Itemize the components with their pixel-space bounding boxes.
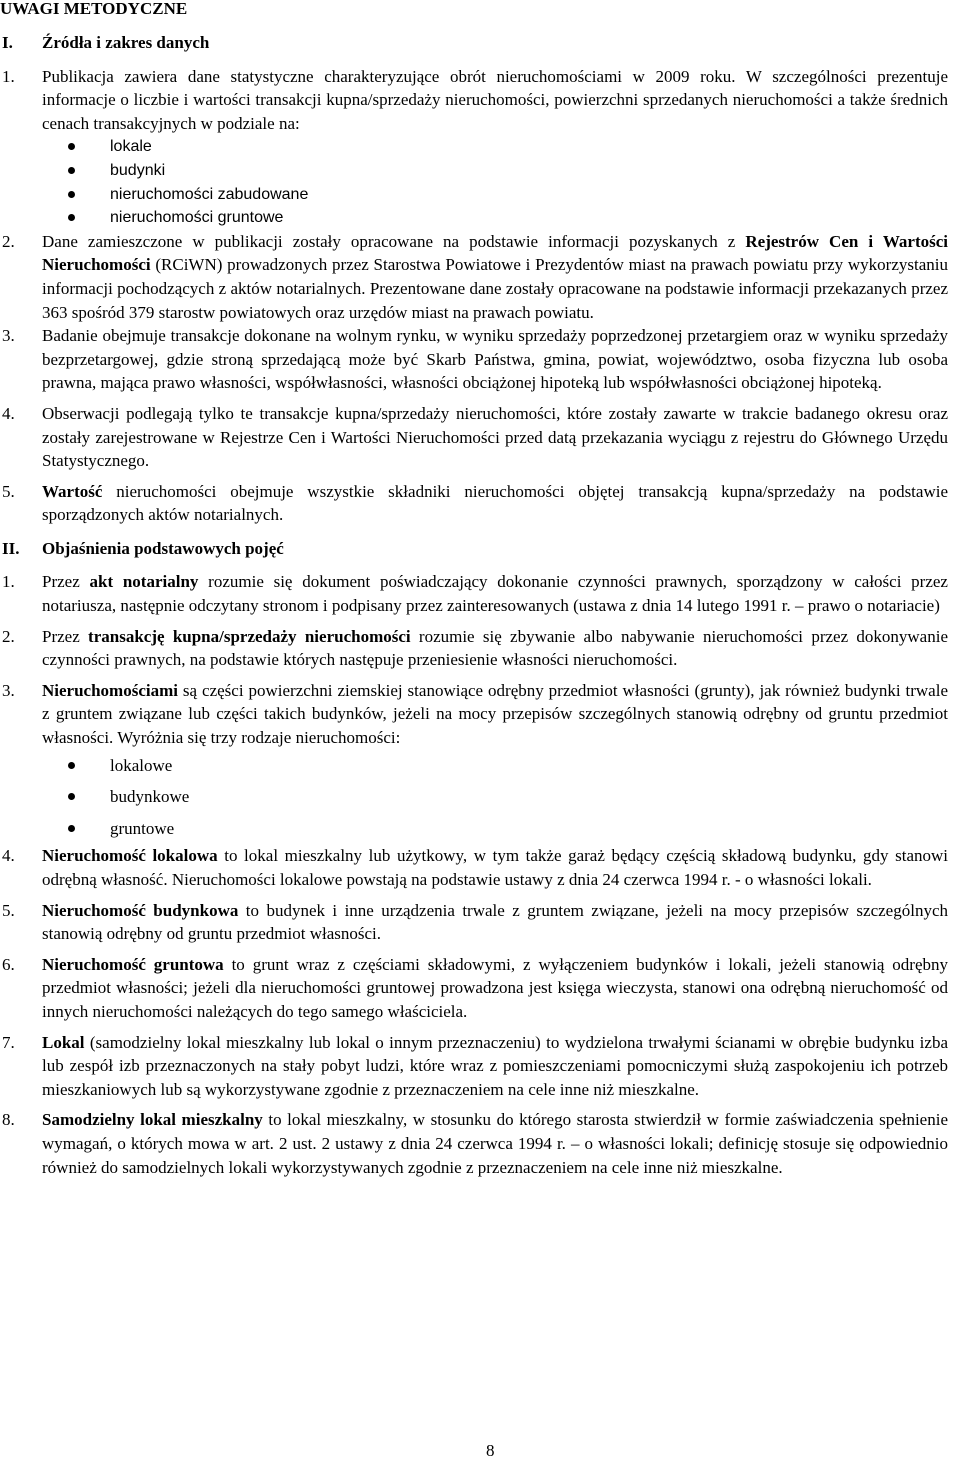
list-item: lokalowe [68,750,948,782]
list-item: budynki [68,159,948,183]
item-text: Dane zamieszczone w publikacji zostały opracowane na podstawie informacji pozyskanych z Rejestrów Cen i Wartości Nieruchomości (RCiWN) prowadzonych przez Starostwa Powiatowe i Prezydentów miast na prawach powiatu przy wykorzystaniu informacji pochodzących z aktów notarialnych. Prezentowane dane zostały opracowane na podstawie informacji przekazanych przez 363 spośród 379 starostw powiatowych oraz urzędów miast na prawach powiatu. [42,231,948,322]
list-item: nieruchomości gruntowe [68,206,948,230]
item-text: Przez transakcję kupna/sprzedaży nieruchomości rozumie się zbywanie albo nabywanie nieruchomości przez dokonywanie czynności prawnych, na podstawie których następuje przeniesienie własności nieruchomości. [42,626,948,670]
list-item [2,1108,948,1179]
item-number: 8. [2,1110,15,1130]
list-item [2,844,948,891]
item-number: 6. [2,954,15,974]
section-title: Źródła i zakres danych [42,33,210,52]
list-item [2,480,948,527]
item-text: Obserwacji podlegają tylko te transakcje kupna/sprzedaży nieruchomości, które zostały zawarte w trakcie badanego okresu oraz zostały zarejestrowane w Rejestrze Cen i Wartości Nieruchomości przed datą przekazania wyciągu z rejestru do Głównego Urzędu Statystycznego. [42,403,948,471]
document-content [2,31,948,1179]
item-text: Publikacja zawiera dane statystyczne charakteryzujące obrót nieruchomościami w 2009 roku. W szczególności prezentuje informacje o liczbie i wartości transakcji kupna/sprzedaży nieruchomości, powierzchni sprzedanych nieruchomości a także średnich cenach transakcyjnych w podziale na: [42,66,948,133]
item-number: 7. [2,1032,15,1052]
item-number: 3. [2,680,15,700]
list-item: nieruchomości zabudowane [68,183,948,207]
page-number: 8 [486,1441,495,1460]
list-item [2,402,948,473]
list-item [2,899,948,946]
section-heading [2,31,948,55]
list-item [2,1031,948,1102]
item-number: 5. [2,481,15,501]
item-text: Samodzielny lokal mieszkalny to lokal mieszkalny, w stosunku do którego starosta stwierdził w formie zaświadczenia spełnienie wymagań, o których mowa w art. 2 ust. 2 ustawy z dnia 24 czerwca 1994 r. – o własności lokali; definicję stosuje się odpowiednio również do samodzielnych lokali wykorzystywanych zgodnie z przeznaczeniem na cele inne niż mieszkalne. [42,1110,948,1177]
item-number: 1. [2,66,15,86]
item-text: Nieruchomość gruntowa to grunt wraz z częściami składowymi, z wyłączeniem budynków i lokali, jeżeli stanowią odrębny przedmiot własności; jeżeli dla nieruchomości gruntowej prowadzona jest księga wieczysta, stanowi ona odrębną nieruchomość od innych nieruchomości należących do tego samego właściciela. [42,954,948,1021]
item-number: 2. [2,626,15,646]
item-text: Przez akt notarialny rozumie się dokument poświadczający dokonanie czynności prawnych, sporządzony w całości przez notariusza, następnie odczytany stronom i podpisany przez zainteresowanych (ustawa z dnia 14 lutego 1991 r. – prawo o notariacie) [42,572,948,616]
list-item [2,679,948,750]
list-item [2,65,948,136]
document-title: UWAGI METODYCZNE [0,0,188,18]
list-item [2,625,948,672]
item-number: 4. [2,846,15,866]
item-text: Nieruchomość lokalowa to lokal mieszkalny lub użytkowy, w tym także garaż będący częścią składową budynku, gdy stanowi odrębną własność. Nieruchomości lokalowe powstają na podstawie ustawy z dnia 24 czerwca 1994 r. - o własności lokali. [42,846,948,889]
list-item: lokale [68,135,948,159]
item-number: 2. [2,231,15,251]
item-text: Badanie obejmuje transakcje dokonane na wolnym rynku, w wyniku sprzedaży poprzedzonej przetargiem oraz w wyniku sprzedaży bezprzetargowej, gdzie stroną sprzedającą może być Skarb Państwa, gmina, powiat, województwo, osoba fizyczna lub osoba prawna, mająca prawo własności, współwłasności, własności obciążonej hipoteką lub współwłasności obciążonej hipoteką. [42,326,948,393]
bullet-list [2,135,948,229]
list-item [2,324,948,395]
section-title: Objaśnienia podstawowych pojęć [42,538,284,558]
item-text: Nieruchomościami są części powierzchni ziemskiej stanowiące odrębny przedmiot własności (grunty), jak również budynki trwale z gruntem związane lub części takich budynków, jeżeli na mocy przepisów szczególnych stanowią odrębny od gruntu przedmiot własności. Wyróżnia się trzy rodzaje nieruchomości: [42,680,948,748]
section-heading [2,537,948,561]
item-number: 5. [2,900,15,920]
item-text: Nieruchomość budynkowa to budynek i inne urządzenia trwale z gruntem związane, jeżeli na mocy przepisów szczególnych stanowią odrębny od gruntu przedmiot własności. [42,900,949,944]
list-item [2,570,948,617]
item-text: Wartość nieruchomości obejmuje wszystkie składniki nieruchomości objętej transakcją kupna/sprzedaży na podstawie sporządzonych aktów notarialnych. [42,481,948,525]
section-number: I. [2,33,13,52]
list-item: budynkowe [68,781,948,813]
list-item: gruntowe [68,813,948,845]
list-item [2,953,948,1024]
item-text: Lokal (samodzielny lokal mieszkalny lub lokal o innym przeznaczeniu) to wydzielona trwałymi ścianami w obrębie budynku izba lub zespół izb przeznaczonych na stały pobyt ludzi, które wraz z pomieszczeniami pomocniczymi służą zaspokojeniu ich potrzeb mieszkaniowych lub są wykorzystywane zgodnie z przeznaczeniem na cele inne niż mieszkalne. [42,1032,948,1099]
item-number: 3. [2,326,15,346]
section-number: II. [2,538,20,558]
list-item [2,230,948,324]
bullet-list [2,750,948,845]
item-number: 1. [2,572,15,592]
item-number: 4. [2,403,15,423]
